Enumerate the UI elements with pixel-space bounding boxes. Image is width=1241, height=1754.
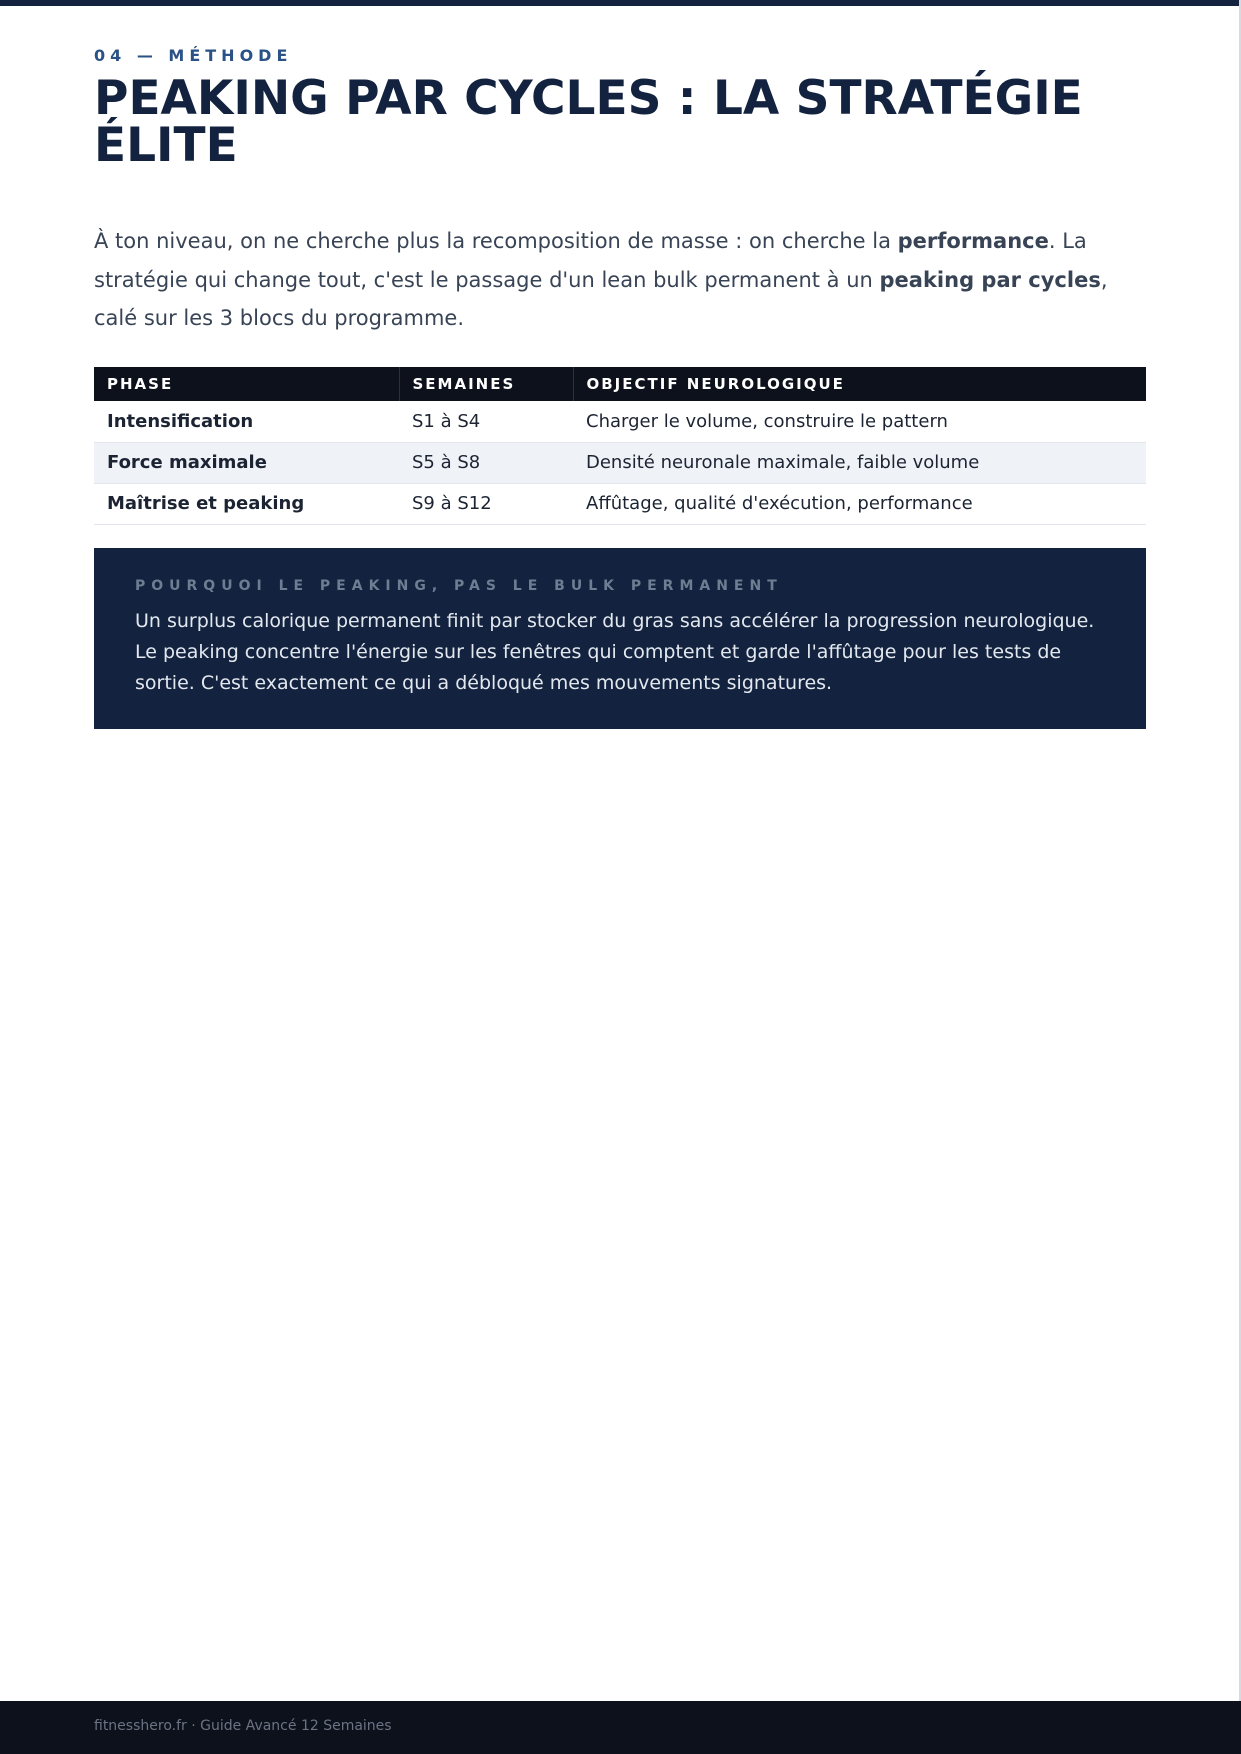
- cell-goal: Densité neuronale maximale, faible volume: [573, 442, 1146, 483]
- table-row: [94, 401, 1146, 442]
- header-phase: PHASE: [94, 367, 399, 401]
- cell-weeks: S5 à S8: [399, 442, 573, 483]
- table-header-row: [94, 367, 1146, 401]
- table-row: [94, 442, 1146, 483]
- intro-emphasis-performance: performance: [897, 229, 1049, 253]
- table-row: [94, 483, 1146, 524]
- cell-phase: Intensification: [94, 401, 399, 442]
- phases-table: [94, 367, 1146, 525]
- cell-goal: Charger le volume, construire le pattern: [573, 401, 1146, 442]
- intro-emphasis-peaking: peaking par cycles: [879, 267, 1101, 292]
- cell-weeks: S9 à S12: [399, 483, 573, 524]
- intro-paragraph: [94, 222, 1146, 338]
- page-title: PEAKING PAR CYCLES : LA STRATÉGIE ÉLITE: [94, 71, 1083, 173]
- intro-text-3: , calé sur les 3 blocs du programme.: [94, 267, 1108, 330]
- cell-phase: Maîtrise et peaking: [94, 483, 399, 524]
- callout-box: [94, 548, 1146, 729]
- cell-weeks: S1 à S4: [399, 401, 573, 442]
- section-eyebrow: 04 — MÉTHODE: [94, 46, 293, 65]
- top-accent-bar: [0, 0, 1241, 6]
- callout-text: Un surplus calorique permanent finit par stocker du gras sans accélérer la progression neurologique. Le peaking concentre l'énergie sur les fenêtres qui comptent et garde l'affûtage pour les tests de sortie. C'est exactement ce qui a débloqué mes mouvements signatures.: [135, 610, 1095, 694]
- intro-text-2: . La stratégie qui change tout, c'est le passage d'un lean bulk permanent à un: [94, 229, 1087, 292]
- page-footer: [0, 1701, 1241, 1754]
- footer-text: fitnesshero.fr · Guide Avancé 12 Semaines: [94, 1718, 392, 1734]
- header-weeks: SEMAINES: [399, 367, 573, 401]
- cell-phase: Force maximale: [94, 442, 399, 483]
- intro-text-1: À ton niveau, on ne cherche plus la recomposition de masse : on cherche la: [94, 229, 898, 253]
- header-goal: OBJECTIF NEUROLOGIQUE: [573, 367, 1146, 401]
- callout-label: POURQUOI LE PEAKING, PAS LE BULK PERMANENT: [135, 578, 783, 594]
- cell-goal: Affûtage, qualité d'exécution, performance: [573, 483, 1146, 524]
